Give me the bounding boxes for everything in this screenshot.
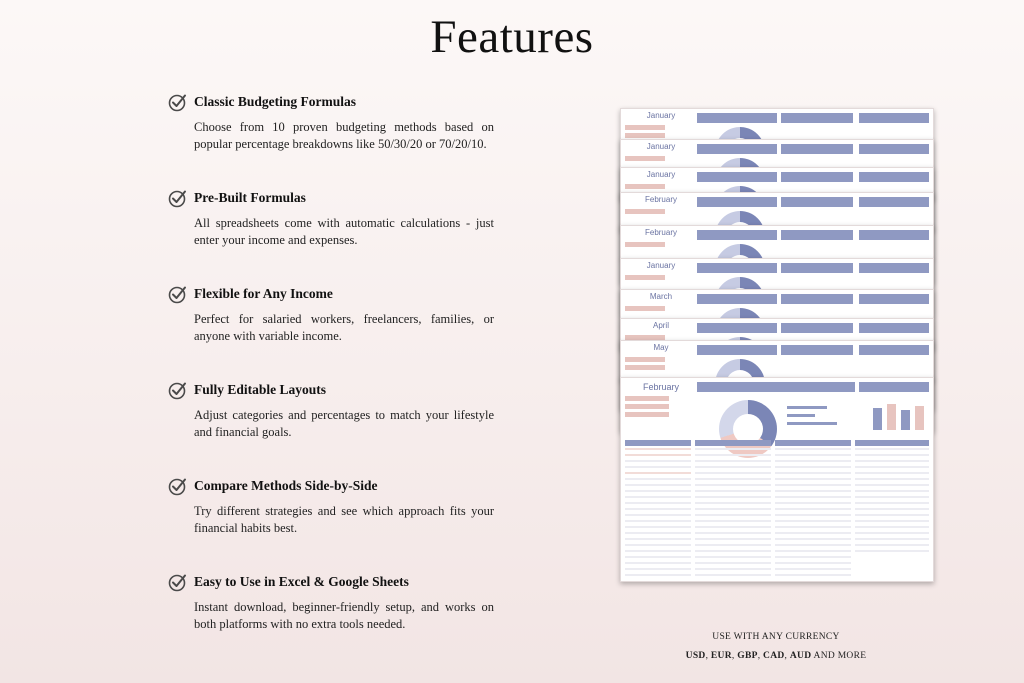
checkmark-circle-icon — [168, 284, 188, 304]
feature-title: Flexible for Any Income — [194, 286, 333, 301]
feature-title: Pre-Built Formulas — [194, 190, 306, 205]
feature-item — [168, 91, 494, 153]
feature-description: Try different strategies and see which approach fits your financial habits best. — [194, 504, 494, 535]
currency-code: GBP — [737, 651, 758, 661]
feature-description: Perfect for salaried workers, freelancers, families, or anyone with variable income. — [194, 312, 494, 343]
currency-code: CAD — [763, 651, 785, 661]
feature-title: Easy to Use in Excel & Google Sheets — [194, 574, 409, 589]
sheet-month-label: February — [642, 382, 679, 392]
feature-title: Classic Budgeting Formulas — [194, 94, 357, 109]
feature-description: All spreadsheets come with automatic calculations - just enter your income and expenses. — [194, 216, 494, 247]
currency-code: AUD — [789, 651, 812, 661]
sheet-month-label: January — [646, 170, 676, 179]
currency-note: USE WITH ANY CURRENCY — [712, 632, 840, 642]
currency-suffix: AND MORE — [813, 651, 867, 661]
feature-description: Adjust categories and percentages to match your lifestyle and financial goals. — [194, 408, 494, 439]
sheet-month-label: January — [646, 261, 676, 270]
page-title: Features — [430, 11, 594, 63]
sheet-month-label: January — [646, 142, 676, 151]
feature-title: Fully Editable Layouts — [194, 382, 327, 397]
checkmark-circle-icon — [168, 572, 188, 592]
feature-item — [168, 571, 494, 633]
sheet-month-label: March — [649, 292, 673, 301]
sheet-month-label: February — [644, 228, 677, 237]
feature-title: Compare Methods Side-by-Side — [194, 478, 378, 493]
checkmark-circle-icon — [168, 476, 188, 496]
feature-description: Choose from 10 proven budgeting methods based on popular percentage breakdowns like 50/30/20 or 70/20/10. — [194, 120, 494, 151]
currency-code: USD — [685, 651, 706, 661]
sheet-month-label: January — [646, 111, 676, 120]
checkmark-circle-icon — [168, 380, 188, 400]
feature-item — [168, 283, 494, 345]
feature-item — [168, 187, 494, 249]
feature-description: Instant download, beginner-friendly setup, and works on both platforms with no extra tools needed. — [194, 600, 494, 631]
checkmark-circle-icon — [168, 188, 188, 208]
checkmark-circle-icon — [168, 92, 188, 112]
sheet-month-label: February — [644, 195, 677, 204]
feature-item — [168, 475, 494, 537]
currency-list: USD, EUR, GBP, CAD, AUD AND MORE — [685, 651, 867, 661]
sheet-month-label: April — [652, 321, 669, 330]
currency-code: EUR — [710, 651, 732, 661]
feature-item — [168, 379, 494, 441]
sheet-month-label: May — [653, 343, 669, 352]
spreadsheet-preview-front — [620, 377, 934, 582]
